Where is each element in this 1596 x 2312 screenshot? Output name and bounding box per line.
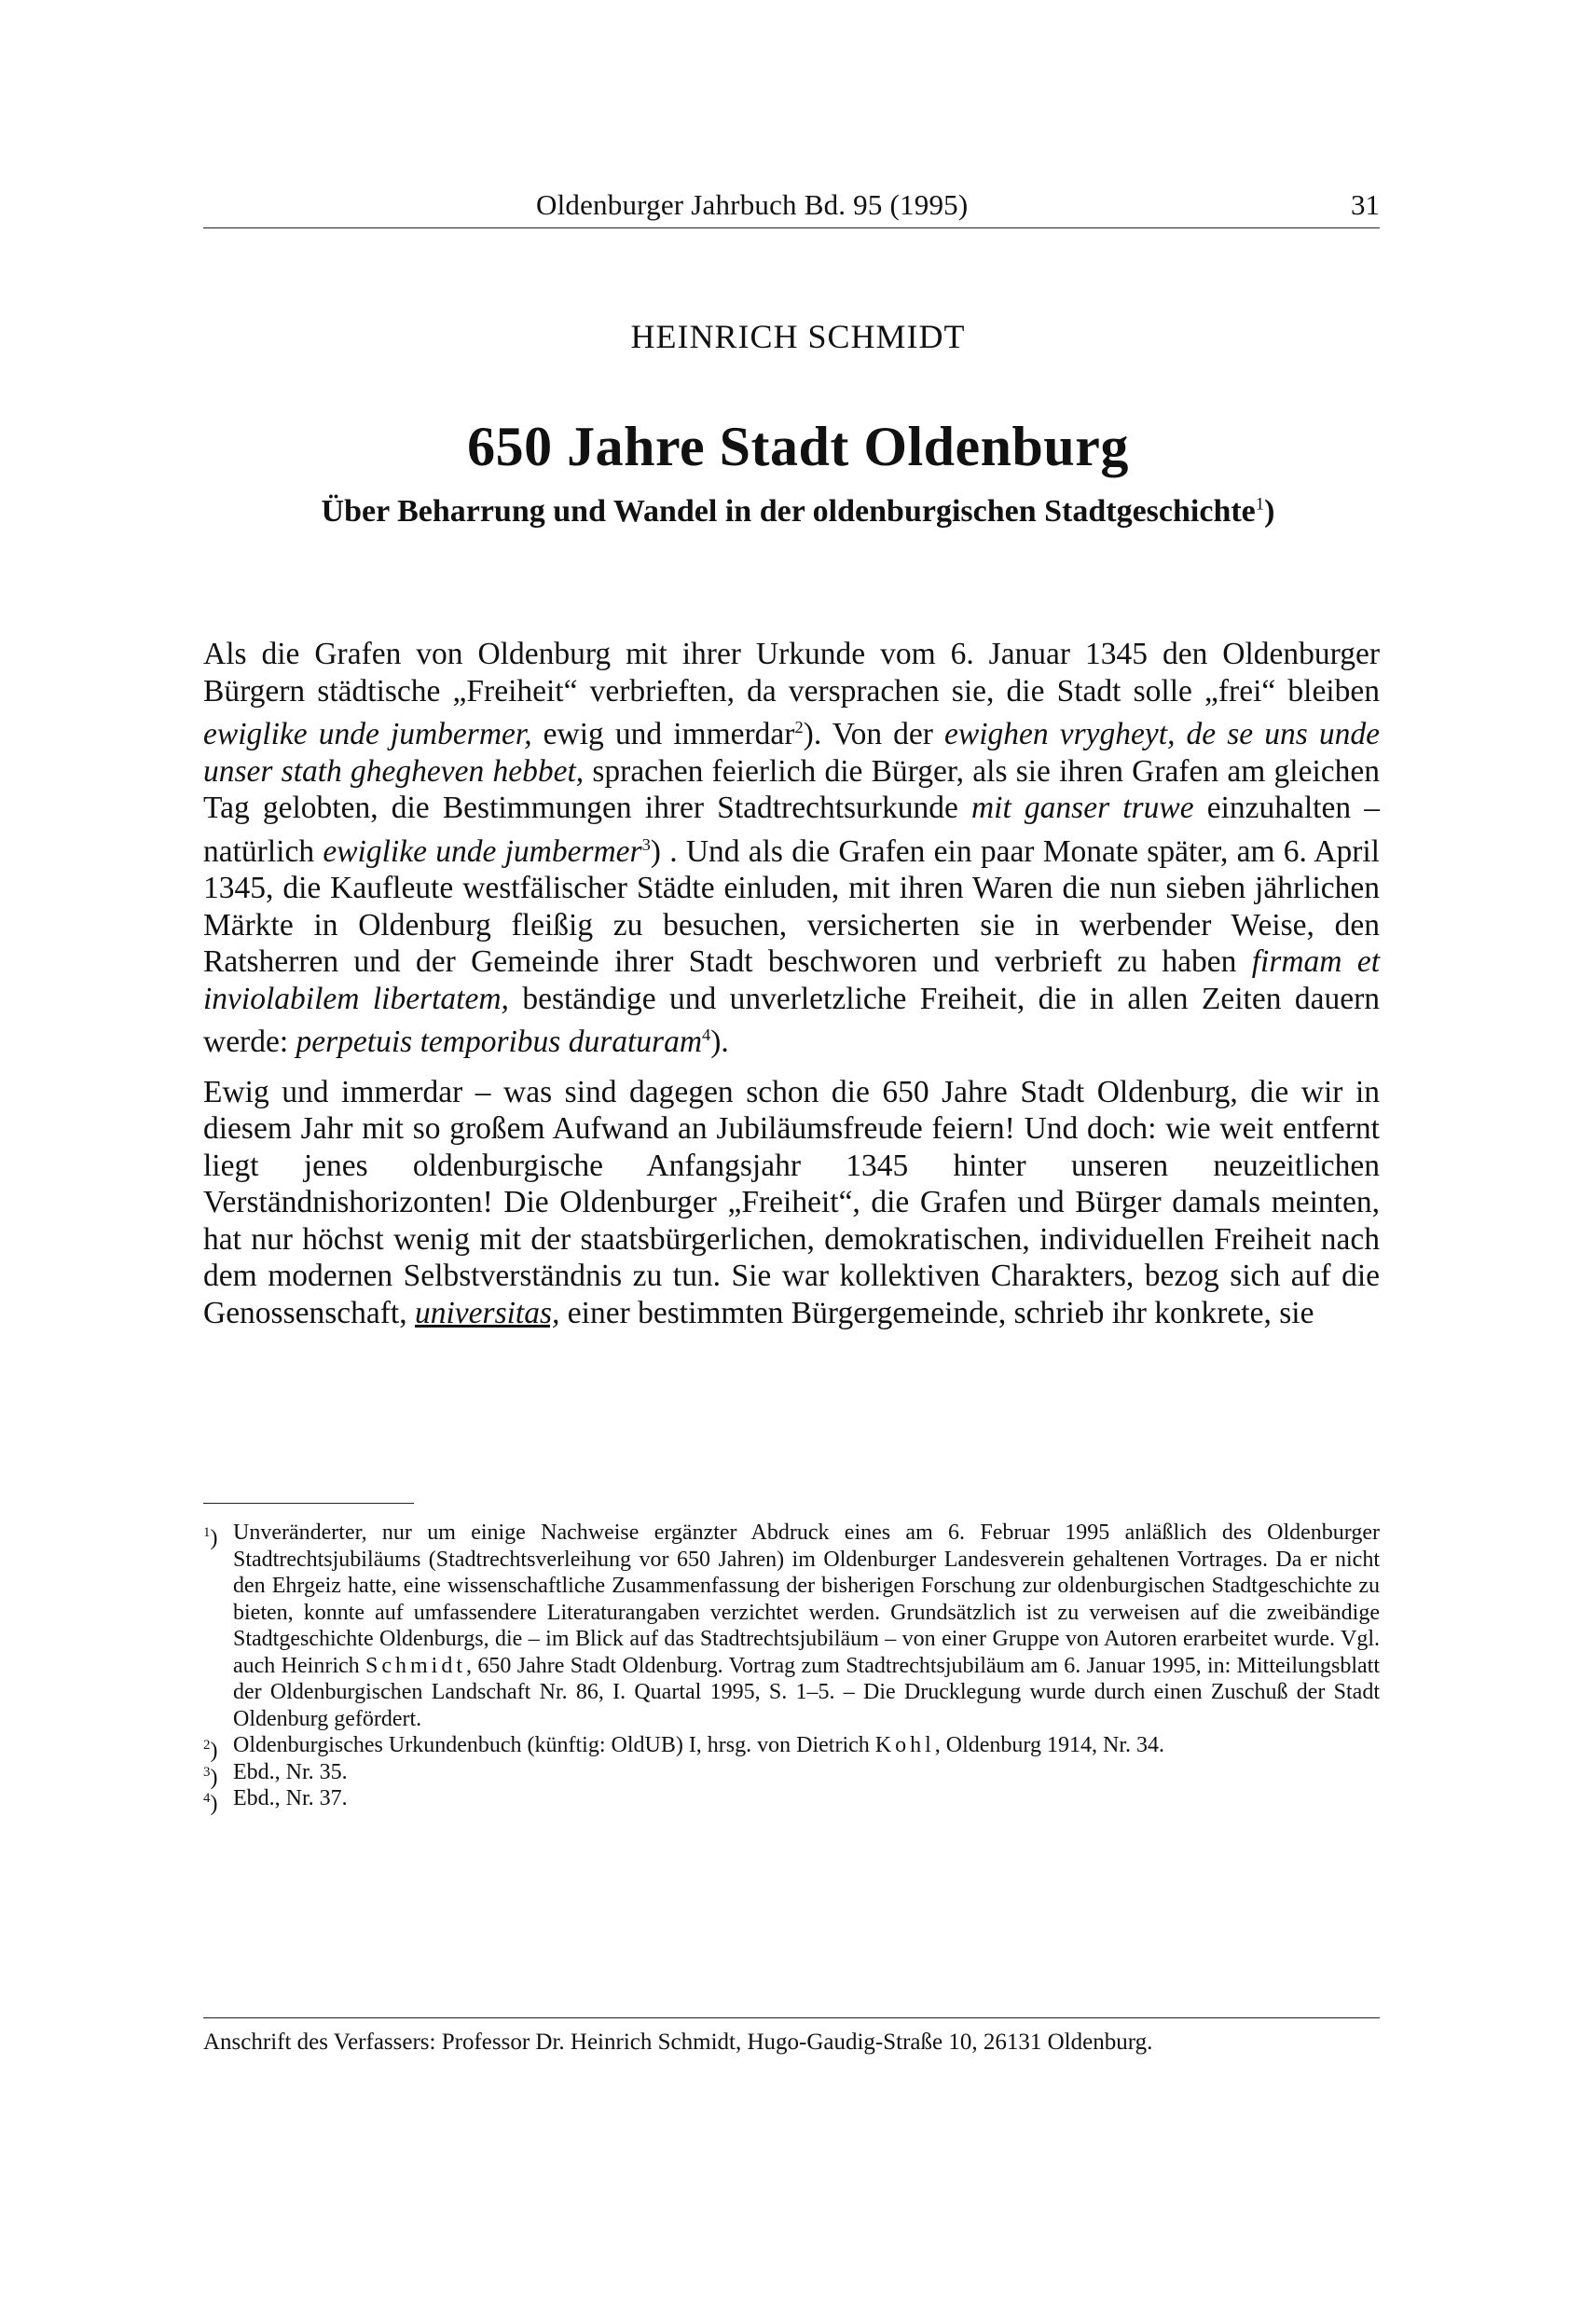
footnote-text bbox=[233, 1733, 1164, 1757]
text-run: beständige und unverletzliche Freiheit, die in allen Zeiten dauern werde: bbox=[203, 981, 1381, 1060]
footnote-text bbox=[233, 1521, 1380, 1731]
author-name-spaced: Kohl bbox=[874, 1733, 935, 1757]
text-run: Ebd., Nr. 35. bbox=[233, 1759, 348, 1784]
author-address: Anschrift des Verfassers: Professor Dr. Heinrich Schmidt, Hugo-Gaudig-Straße 10, 26131 Oldenburg. bbox=[203, 2030, 1153, 2055]
italic-phrase: universitas, bbox=[415, 1295, 560, 1330]
italic-phrase: firmam et inviolabilem libertatem, bbox=[203, 944, 1380, 1016]
address-divider bbox=[203, 2017, 1380, 2018]
text-run: Oldenburgisches Urkundenbuch (künftig: OldUB) I, hrsg. von Dietrich bbox=[233, 1733, 875, 1757]
italic-phrase: ewiglike unde jumbermer bbox=[323, 833, 642, 869]
text-run: ). Von der bbox=[803, 717, 945, 752]
article-body bbox=[203, 636, 1380, 1344]
footnote-text bbox=[233, 1786, 348, 1810]
text-run: Ebd., Nr. 37. bbox=[233, 1786, 348, 1810]
footnote-divider bbox=[203, 1503, 414, 1504]
text-run: , Oldenburg 1914, Nr. 34. bbox=[934, 1733, 1164, 1757]
text-run: ) . Und als die Grafen ein paar Monate später, am 6. April 1345, die Kaufleute westfälischer Städte einluden, mit ihren Waren die nun sieben jährlichen Märkte in Oldenburg fleißig zu besuchen, versicherten sie in werbender Weise, den Ratsherren und der Gemeinde ihrer Stadt beschworen und verbrieft zu haben bbox=[203, 833, 1380, 980]
footnote-mark: $^4$) bbox=[203, 1791, 218, 1816]
text-run: ). bbox=[710, 1025, 729, 1060]
footnote-text bbox=[233, 1760, 348, 1784]
footnote-ref[interactable]: 2 bbox=[794, 718, 804, 736]
text-run: Als die Grafen von Oldenburg mit ihrer Urkunde vom 6. Januar 1345 den Oldenburger Bürgern städtische „Freiheit“ verbrieften, da versprachen sie, die Stadt solle „frei“ bleiben bbox=[203, 637, 1380, 709]
footnote-mark: $^1$) bbox=[203, 1525, 218, 1550]
text-run: sprachen feierlich die Bürger, als sie ihren Grafen am gleichen Tag gelobten, die Bestimmungen ihrer Stadtrechtsurkunde bbox=[203, 753, 1380, 826]
footnote bbox=[203, 1759, 1380, 1790]
body-paragraph bbox=[203, 636, 1380, 1061]
running-head bbox=[203, 183, 1380, 228]
text-run: Ewig und immerdar – was sind dagegen schon die 650 Jahre Stadt Oldenburg, die wir in diesem Jahr mit so großem Aufwand an Jubiläumsfreude feiern! Und doch: wie weit entfernt liegt jenes oldenburgische Anfangsjahr 1345 hinter unseren neuzeitlichen Verständnishorizonten! Die Oldenburger „Freiheit“, die Grafen und Bürger damals meinten, hat nur höchst wenig mit der staatsbürgerlichen, demokratischen, individuellen Freiheit nach dem modernen Selbstverständnis zu tun. Sie war kollektiven Charakters, bezog sich auf die Genossenschaft, bbox=[203, 1074, 1380, 1330]
text-run: ewig und immerdar bbox=[531, 717, 795, 752]
footnote-ref[interactable]: 3 bbox=[641, 834, 651, 854]
article-title: 650 Jahre Stadt Oldenburg bbox=[467, 416, 1129, 477]
footnote bbox=[203, 1732, 1380, 1763]
text-run: , 650 Jahre Stadt Oldenburg. Vortrag zum Stadtrechtsjubiläum am 6. Januar 1995, in: Mitteilungsblatt der Oldenburgischen Landschaft Nr. 86, I. Quartal 1995, S. 1–5. – Die Drucklegung wurde durch einen Zuschuß der Stadt Oldenburg gefördert. bbox=[233, 1653, 1380, 1731]
footnote bbox=[203, 1785, 1380, 1816]
article-subtitle: Über Beharrung und Wandel in der oldenburgischen Stadtgeschichte$^1$) bbox=[321, 494, 1275, 529]
italic-phrase: ewiglike unde jumbermer, bbox=[203, 717, 532, 752]
page-number: 31 bbox=[1351, 188, 1380, 221]
article-subtitle-text: Über Beharrung und Wandel in der oldenburgischen Stadtgeschichte bbox=[321, 494, 1256, 529]
footnote-mark: $^2$) bbox=[203, 1738, 218, 1763]
footnote bbox=[203, 1520, 1380, 1732]
journal-title: Oldenburger Jahrbuch Bd. 95 (1995) bbox=[536, 188, 969, 221]
italic-phrase: perpetuis temporibus duraturam bbox=[296, 1025, 703, 1060]
article-author: HEINRICH SCHMIDT bbox=[630, 318, 966, 355]
footnote-mark: $^3$) bbox=[203, 1764, 218, 1790]
text-run: einzuhalten – natürlich bbox=[203, 791, 1380, 869]
author-name-spaced: Schmidt bbox=[365, 1653, 467, 1678]
footnote-ref[interactable]: 4 bbox=[702, 1025, 711, 1045]
footnotes bbox=[203, 1520, 1380, 1816]
footnote-ref[interactable]: 1 bbox=[1255, 494, 1265, 515]
italic-phrase: mit ganser truwe bbox=[970, 791, 1194, 826]
italic-phrase: ewighen vrygheyt, de se uns unde unser stath ghegheven hebbet, bbox=[203, 717, 1381, 789]
text-run: einer bestimmten Bürgergemeinde, schrieb ihr konkrete, sie bbox=[559, 1295, 1314, 1330]
text-run: Unveränderter, nur um einige Nachweise ergänzter Abdruck eines am 6. Februar 1995 anläßlich des Oldenburger Stadtrechtsjubiläums (Stadtrechtsverleihung vor 650 Jahren) im Oldenburger Landesverein gehaltenen Vortrages. Da er nicht den Ehrgeiz hatte, eine wissenschaftliche Zusammenfassung der bisherigen Forschung zur oldenburgischen Stadtgeschichte zu bieten, konnte auf umfassendere Literaturangaben verzichtet werden. Grundsätzlich ist zu verweisen auf die zweibändige Stadtgeschichte Oldenburgs, die – im Blick auf das Stadtrechtsjubiläum – von einer Gruppe von Autoren erarbeitet wurde. Vgl. auch Heinrich bbox=[233, 1521, 1380, 1678]
body-paragraph bbox=[203, 1074, 1380, 1332]
